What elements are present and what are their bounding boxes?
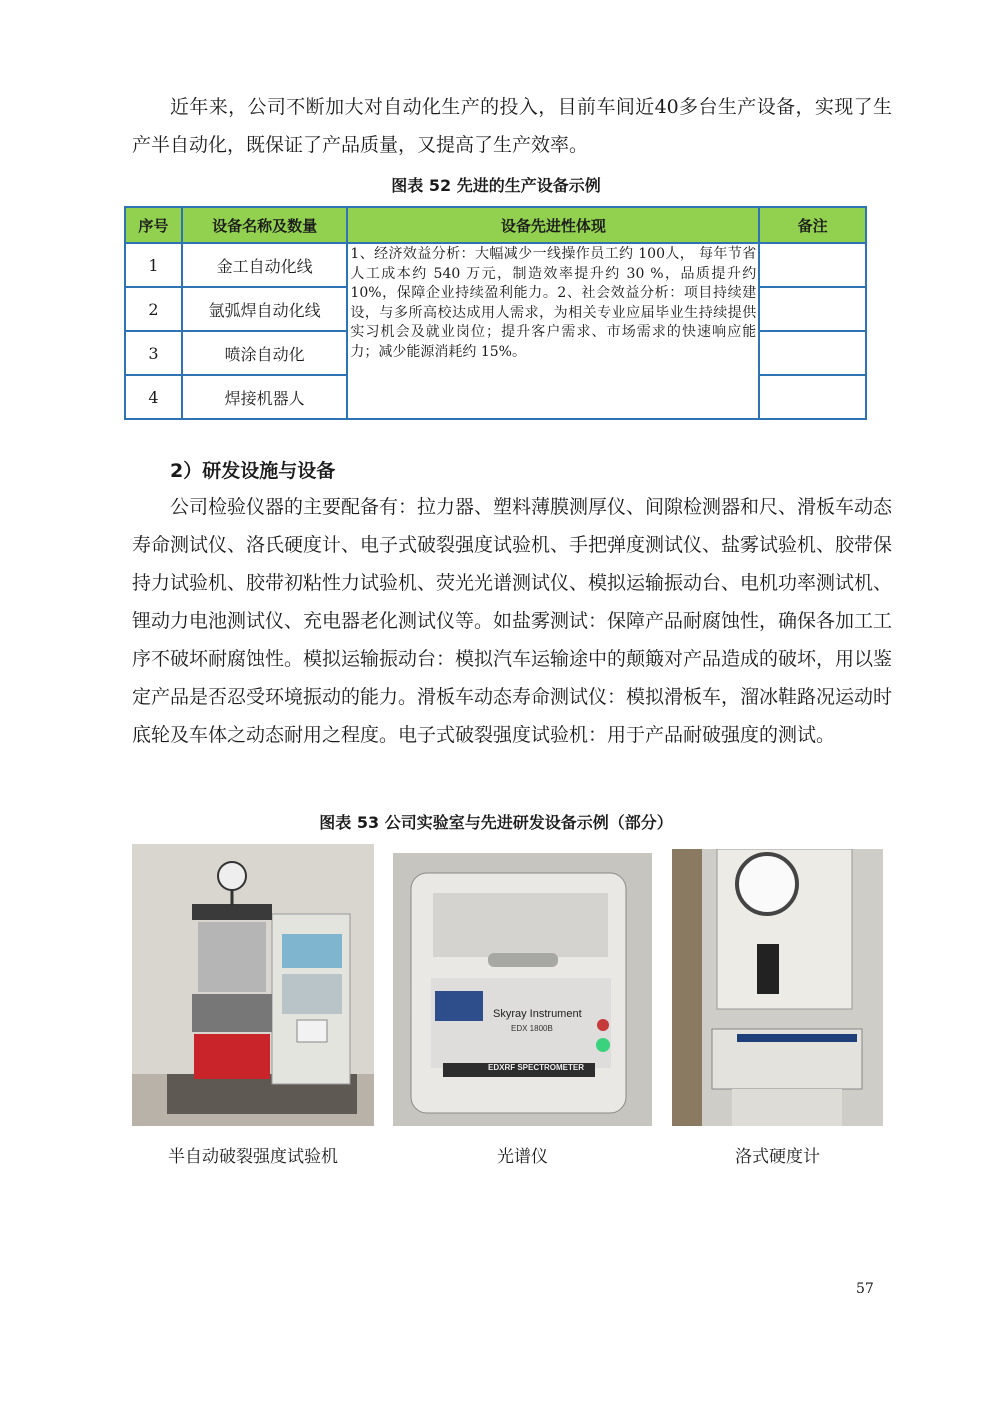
section-heading: 2）研发设施与设备 [170, 460, 336, 482]
equipment-table [124, 206, 867, 420]
header-no: 序号 [125, 207, 182, 243]
rd-paragraph: 公司检验仪器的主要配备有：拉力器、塑料薄膜测厚仪、间隙检测器和尺、滑板车动态寿命测试仪、洛氏硬度计、电子式破裂强度试验机、手把弹度测试仪、盐雾试验机、胶带保持力试验机、胶带初粘性力试验机、荧光光谱测试仪、模拟运输振动台、电机功率测试机、锂动力电池测试仪、充电器老化测试仪等。如盐雾测试：保障产品耐腐蚀性，确保各加工工序不破坏耐腐蚀性。模拟运输振动台：模拟汽车运输途中的颠簸对产品造成的破坏，用以鉴定产品是否忍受环境振动的能力。滑板车动态寿命测试仪：模拟滑板车，溜冰鞋路况运动时底轮及车体之动态耐用之程度。电子式破裂强度试验机：用于产品耐破强度的测试。 [132, 496, 893, 746]
table-header-row [125, 207, 866, 243]
hardness-tester-photo [672, 849, 883, 1126]
header-remark: 备注 [759, 207, 866, 243]
row-remark [759, 331, 866, 375]
row-name: 喷涂自动化 [182, 331, 348, 375]
header-name: 设备名称及数量 [182, 207, 348, 243]
row-no: 3 [125, 331, 182, 375]
header-advantage: 设备先进性体现 [347, 207, 759, 243]
photo-caption-spectrometer: 光谱仪 [497, 1147, 548, 1167]
row-no: 1 [125, 243, 182, 287]
table-row [125, 243, 866, 287]
advantage-cell: 1、经济效益分析：大幅减少一线操作员工约 100人， 每年节省人工成本约 540 万元，制造效率提升约 30 %，品质提升约 10%，保障企业持续盈利能力。2、社会效益分析：项目持续建设，与多所高校达成用人需求，为相关专业应届毕业生持续提供实习机会及就业岗位；提升客户需求、市场需求的快速响应能力；减少能源消耗约 15%。 [347, 243, 759, 419]
photo-caption-burst-tester: 半自动破裂强度试验机 [168, 1147, 338, 1167]
row-no: 2 [125, 287, 182, 331]
row-no: 4 [125, 375, 182, 419]
spectrometer-model: EDX 1800B [511, 1024, 553, 1033]
figure-caption: 图表 53 公司实验室与先进研发设备示例（部分） [319, 813, 673, 832]
spectrometer-brand: Skyray Instrument [493, 1008, 582, 1020]
row-remark [759, 243, 866, 287]
row-remark [759, 287, 866, 331]
burst-tester-photo [132, 844, 374, 1126]
page-number: 57 [856, 1281, 874, 1297]
photo-caption-hardness-tester: 洛式硬度计 [735, 1147, 820, 1167]
row-remark [759, 375, 866, 419]
row-name: 金工自动化线 [182, 243, 348, 287]
row-name: 氩弧焊自动化线 [182, 287, 348, 331]
intro-paragraph: 近年来，公司不断加大对自动化生产的投入，目前车间近40多台生产设备，实现了生产半自动化，既保证了产品质量，又提高了生产效率。 [132, 96, 892, 156]
spectrometer-strip: EDXRF SPECTROMETER [488, 1063, 585, 1072]
row-name: 焊接机器人 [182, 375, 348, 419]
table-caption: 图表 52 先进的生产设备示例 [391, 176, 601, 195]
spectrometer-photo [393, 853, 652, 1126]
